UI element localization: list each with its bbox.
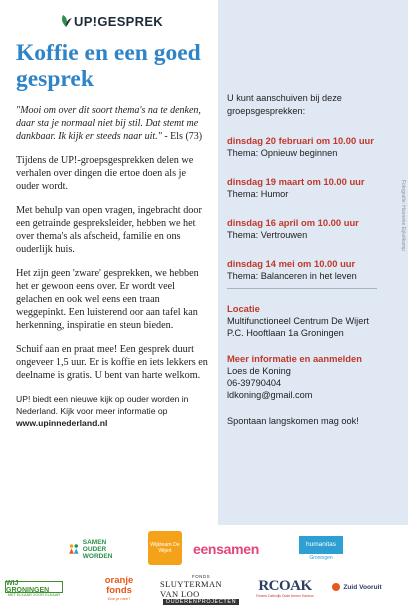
logo-text: UP!GESPREK [74, 13, 163, 29]
session-date: dinsdag 20 februari om 10.00 uur [227, 135, 374, 146]
oranje-fonds-logo: oranje fonds Doe je mee? [104, 574, 134, 601]
info-panel [218, 0, 408, 525]
location-heading: Locatie [227, 303, 260, 314]
session-date: dinsdag 16 april om 10.00 uur [227, 217, 359, 228]
session-theme: Thema: Vertrouwen [227, 230, 308, 240]
photo-credit: Fotografie: Hanneke Eijkelkamp [400, 180, 406, 251]
session-item [227, 135, 400, 159]
humanitas-logo: humanitas Groningen [298, 533, 344, 563]
contact-heading: Meer informatie en aanmelden [227, 353, 362, 364]
paragraph-method: Met behulp van open vragen, ingebracht door een getrainde gespreksleider, hebben we het over thema's als afscheid, familie en ons ouderlijk huis. [16, 205, 202, 255]
session-item [227, 176, 400, 200]
session-theme: Thema: Opnieuw beginnen [227, 148, 338, 158]
location-line: Multifunctioneel Centrum De Wijert [227, 316, 369, 326]
wijkteam-logo: Wijkteam De Wijert [148, 531, 182, 565]
zuid-vooruit-logo: Zuid Vooruit [330, 579, 384, 595]
footer-note: UP! biedt een nieuwe kijk op ouder worden in Nederland. Kijk voor meer informatie op www.upinnederland.nl [16, 394, 189, 428]
paragraph-intro: Tijdens de UP!-groepsgesprekken delen we verhalen over dingen die ertoe doen als je ouder wordt. [16, 155, 194, 192]
session-item [227, 217, 400, 241]
rcoak-logo: RCOAK Rooms Catholijk Oude Armen Kantoor [256, 578, 314, 598]
contact-email[interactable]: ldkoning@gmail.com [227, 390, 313, 400]
session-date: dinsdag 14 mei om 10.00 uur [227, 258, 356, 269]
session-date: dinsdag 19 maart om 10.00 uur [227, 176, 365, 187]
quote-author: - Els (73) [161, 131, 203, 142]
article-column [0, 0, 218, 525]
session-item [227, 258, 400, 282]
dot-icon [332, 583, 340, 591]
paragraph-tone: Het zijn geen 'zware' gesprekken, we hebben het er gewoon eens over. Er wordt veel gelachen en ook wel eens een traan weggepinkt. Een luisterend oor aan tafel kan herkenning, inspiratie en steun bieden. [16, 268, 199, 331]
contact-name: Loes de Koning [227, 366, 291, 376]
wij-groningen-logo: WIJ GRONINGEN MET ELKAAR VOOR ELKAAR [5, 579, 63, 599]
location-section [227, 303, 400, 339]
eensamen-logo: eensamen [192, 541, 260, 557]
leaf-icon [59, 14, 73, 28]
closing-note: Spontaan langskomen mag ook! [227, 416, 359, 426]
sluyterman-van-loo-logo: FONDS SLUYTERMAN VAN LOO OUDERENPROJECTEN [160, 577, 242, 601]
testimonial-quote: "Mooi om over dit soort thema's na te denken, daar sta je normaal niet bij stil. Dat stemt me dankbaar. Ik kijk er steeds naar uit." - Els (73) [16, 105, 203, 142]
divider [227, 288, 377, 289]
people-icon [68, 539, 80, 559]
contact-section [227, 353, 400, 401]
samen-ouder-worden-logo: SAMEN OUDER WORDEN [68, 535, 130, 563]
website-link[interactable]: www.upinnederland.nl [16, 418, 108, 428]
session-theme: Thema: Humor [227, 189, 289, 199]
location-line: P.C. Hooftlaan 1a Groningen [227, 328, 344, 338]
contact-phone[interactable]: 06-39790404 [227, 378, 282, 388]
sessions-intro: U kunt aanschuiven bij deze groepsgesprekken: [227, 93, 342, 116]
session-theme: Thema: Balanceren in het leven [227, 271, 357, 281]
partner-logos [0, 525, 420, 607]
page-title: Koffie en een goed gesprek [16, 40, 201, 92]
up-gesprek-logo [16, 10, 206, 32]
paragraph-invitation: Schuif aan en praat mee! Een gesprek duurt ongeveer 1,5 uur. Er is koffie en iets lekkers en deelname is gratis. U bent van harte welkom. [16, 344, 208, 381]
